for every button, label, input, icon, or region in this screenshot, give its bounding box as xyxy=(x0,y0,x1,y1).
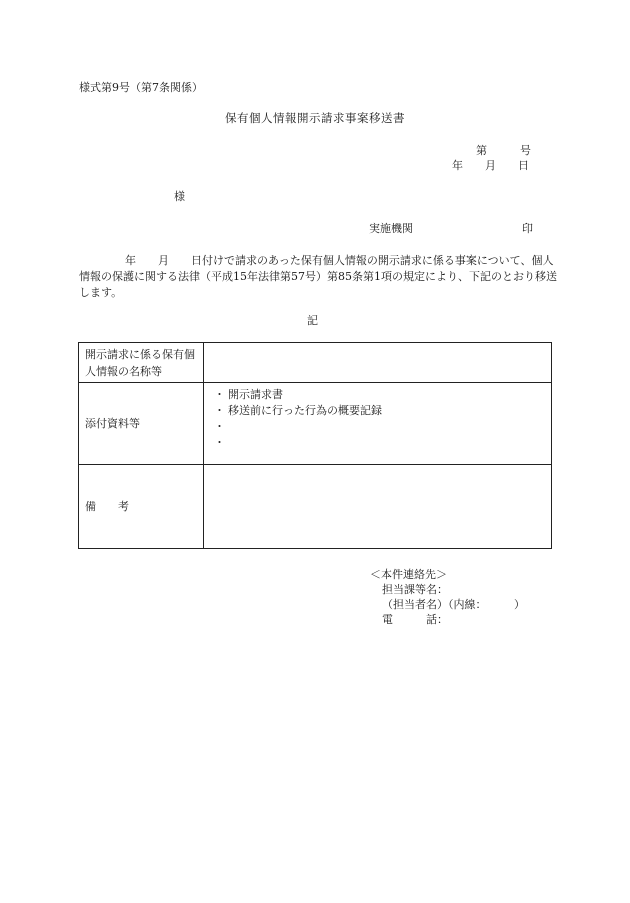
contact-dept: 担当課等名： xyxy=(382,583,448,596)
ki-heading: 記 xyxy=(307,314,318,327)
table-row xyxy=(79,383,552,465)
attachments-list xyxy=(204,383,551,451)
remarks-value xyxy=(204,465,552,549)
body-text: 年 月 日付けで請求のあった保有個人情報の開示請求に係る事案について、個人情報の保護に関する法律（平成15年法律第57号）第85条第1項の規定により、下記のとおり移送します。 xyxy=(79,254,557,299)
document-number: 第 号 xyxy=(476,144,531,157)
list-item xyxy=(214,419,551,435)
list-item: ・ 開示請求書 xyxy=(214,387,551,403)
implementing-agency: 実施機関 xyxy=(369,222,413,235)
contact-phone: 電 話： xyxy=(382,613,448,626)
list-item: ・ 移送前に行った行為の概要記録 xyxy=(214,403,551,419)
addressee: 様 xyxy=(174,190,185,203)
form-code: 様式第9号（第7条関係） xyxy=(79,81,203,94)
contact-block xyxy=(370,567,525,627)
remarks-label: 備 考 xyxy=(79,465,204,549)
attachments-value xyxy=(204,383,552,465)
seal-mark: 印 xyxy=(522,222,533,235)
info-name-value xyxy=(204,343,552,383)
table-row xyxy=(79,343,552,383)
attachments-label: 添付資料等 xyxy=(79,383,204,465)
contact-person: （担当者名）（内線： ） xyxy=(382,598,525,611)
record-table xyxy=(78,342,552,549)
list-item xyxy=(214,435,551,451)
document-title: 保有個人情報開示請求事案移送書 xyxy=(225,111,405,125)
contact-heading: ＜本件連絡先＞ xyxy=(370,568,447,581)
document-date: 年 月 日 xyxy=(452,159,529,172)
info-name-label: 開示請求に係る保有個人情報の名称等 xyxy=(79,343,204,383)
table-row xyxy=(79,465,552,549)
body-paragraph xyxy=(79,253,559,301)
